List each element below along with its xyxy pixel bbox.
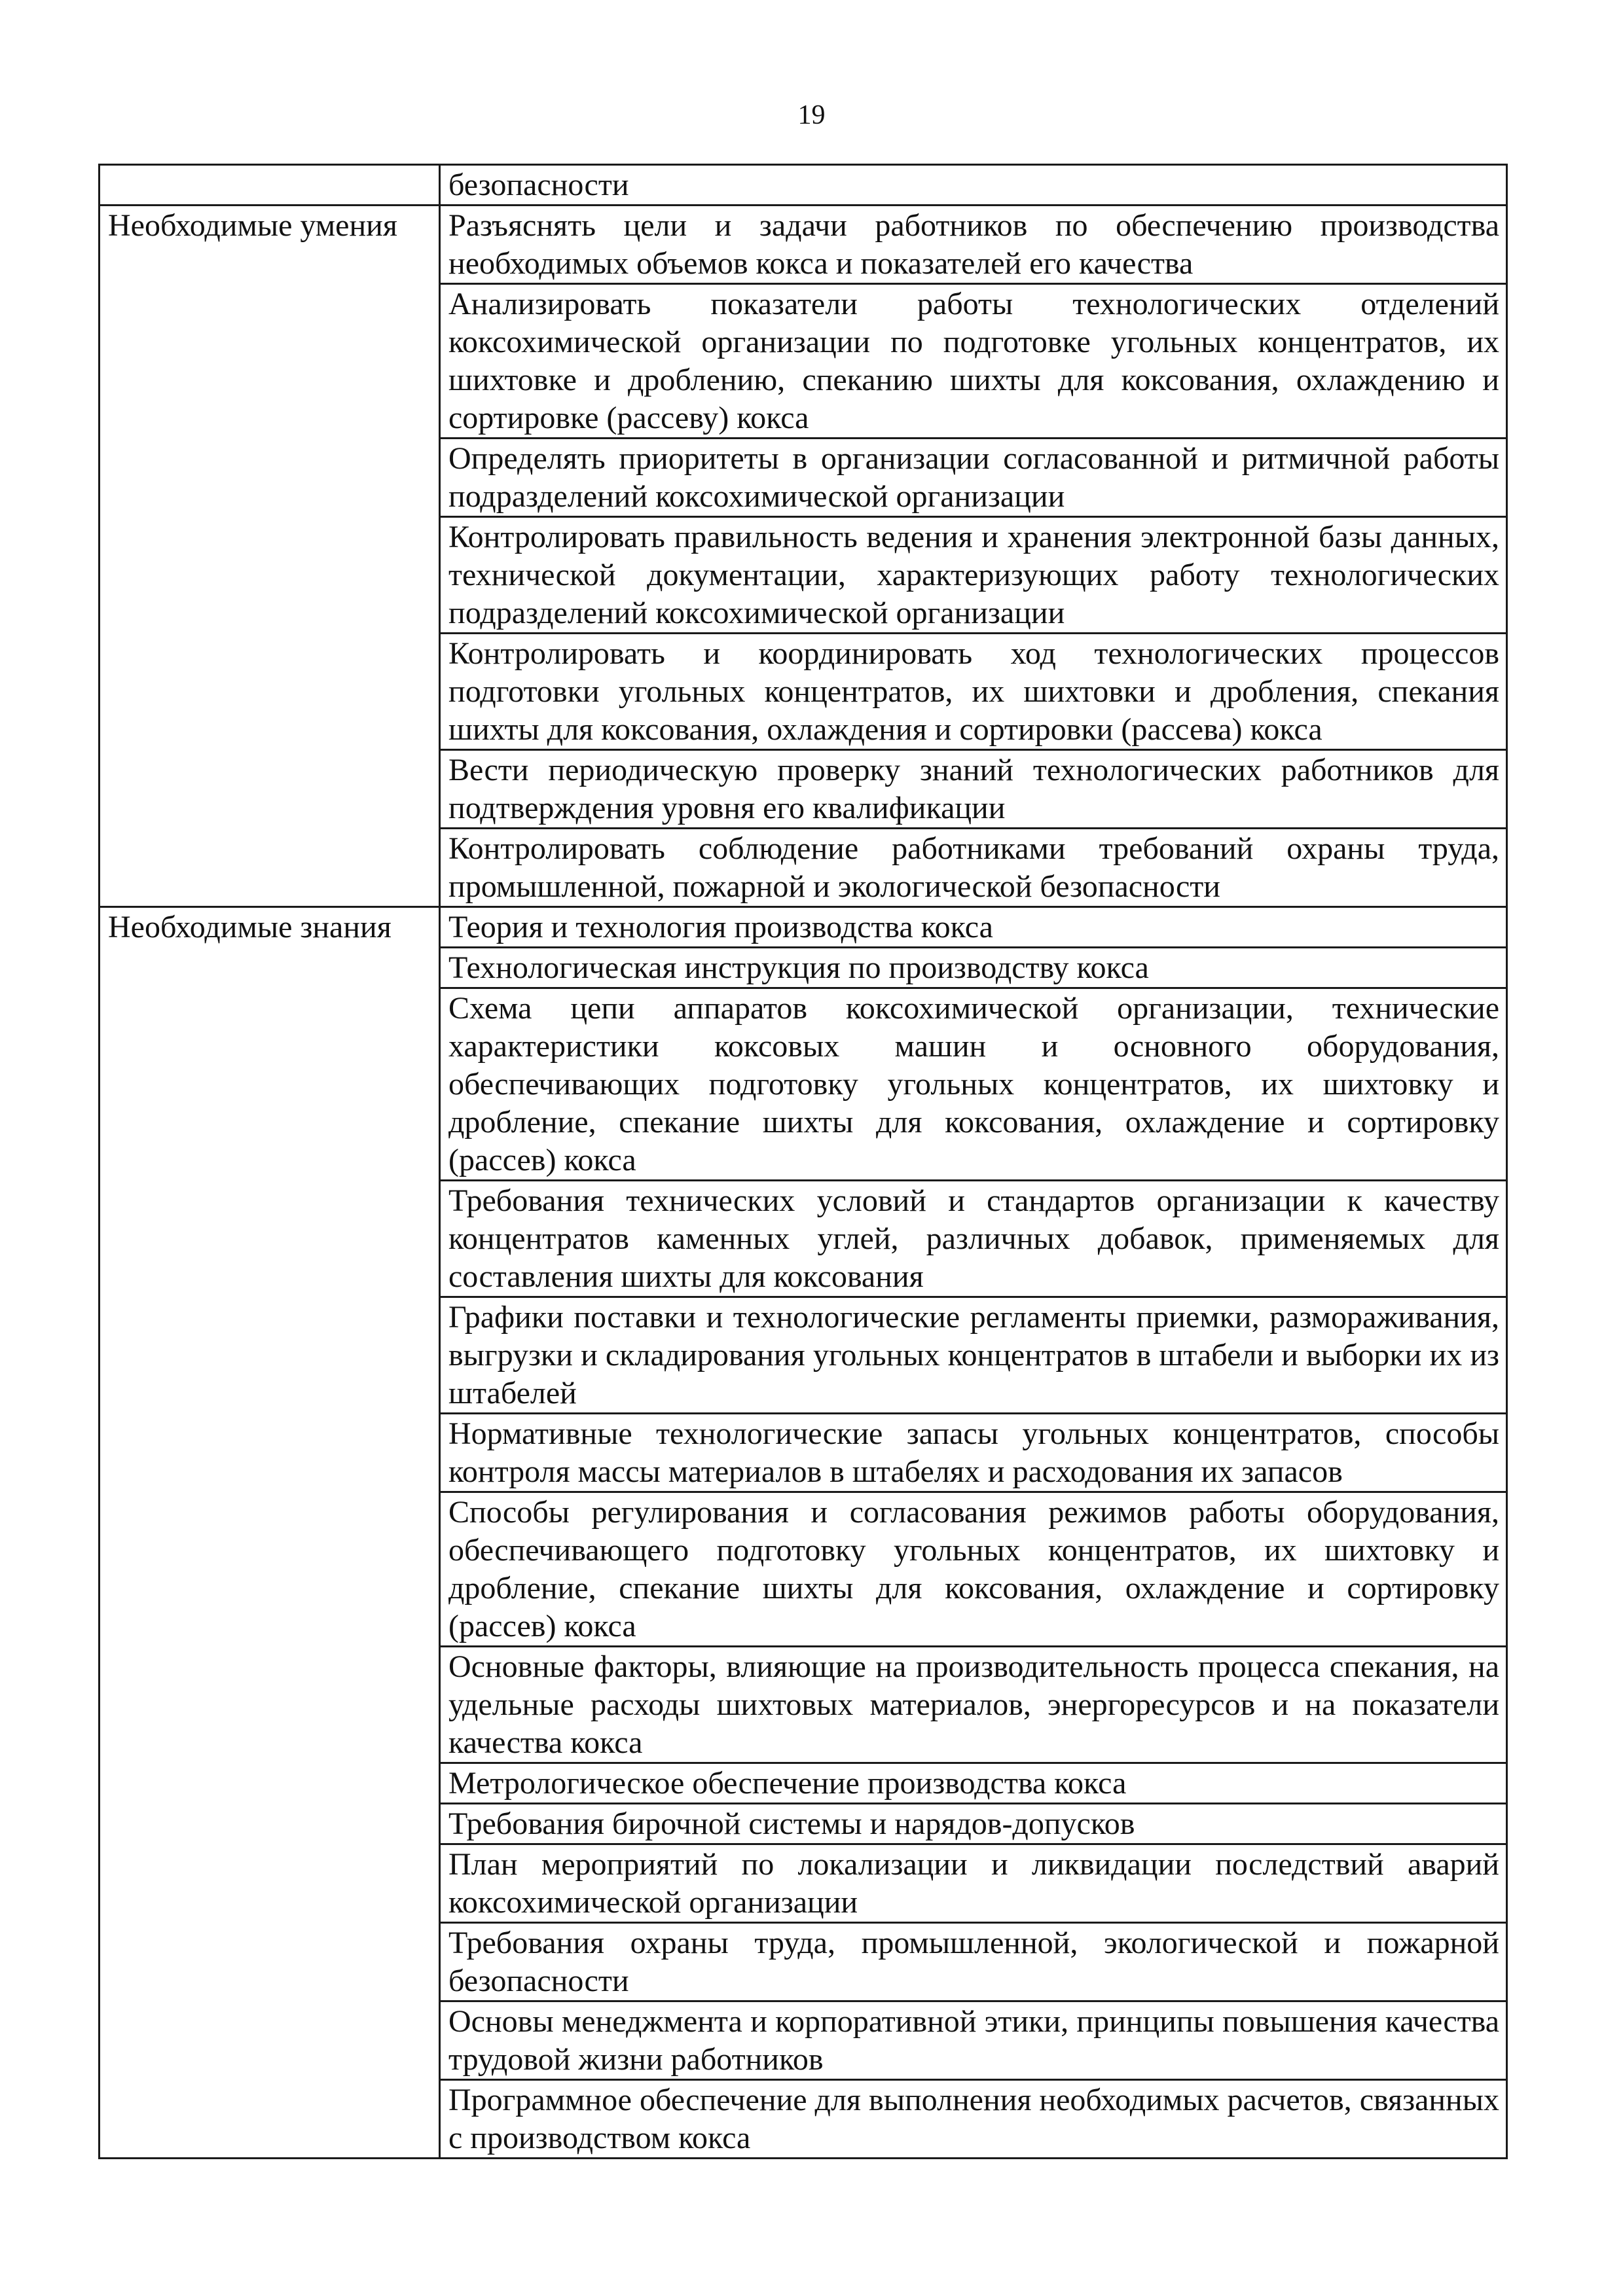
table-cell: Разъяснять цели и задачи работников по обеспечению производства необходимых объемов кокса и показателей его качества: [440, 206, 1507, 284]
table-row: [100, 907, 1507, 948]
table-cell: Контролировать соблюдение работниками требований охраны труда, промышленной, пожарной и экологической безопасности: [440, 829, 1507, 907]
table-cell: Анализировать показатели работы технологических отделений коксохимической организации по подготовке угольных концентратов, их шихтовке и дроблению, спеканию шихты для коксования, охлаждению и сортировке (рассеву) кокса: [440, 284, 1507, 439]
table-cell: Контролировать правильность ведения и хранения электронной базы данных, технической документации, характеризующих работу технологических подразделений коксохимической организации: [440, 517, 1507, 634]
continuation-text: безопасности: [440, 165, 1507, 206]
table-cell: Контролировать и координировать ход технологических процессов подготовки угольных концентратов, их шихтовки и дробления, спекания шихты для коксования, охлаждения и сортировки (рассева) кокса: [440, 634, 1507, 750]
table-cell: Требования бирочной системы и нарядов-допусков: [440, 1804, 1507, 1844]
table-cell: Метрологическое обеспечение производства кокса: [440, 1763, 1507, 1804]
table-cell: Нормативные технологические запасы угольных концентратов, способы контроля массы материалов в штабелях и расходования их запасов: [440, 1414, 1507, 1492]
table-cell: Требования охраны труда, промышленной, экологической и пожарной безопасности: [440, 1923, 1507, 2001]
table-row: [100, 206, 1507, 284]
table-cell: Вести периодическую проверку знаний технологических работников для подтверждения уровня его квалификации: [440, 750, 1507, 829]
table-cell: Основы менеджмента и корпоративной этики, принципы повышения качества трудовой жизни работников: [440, 2001, 1507, 2080]
continuation-label-cell: [100, 165, 440, 206]
table-cell: Способы регулирования и согласования режимов работы оборудования, обеспечивающего подготовку угольных концентратов, их шихтовку и дробление, спекание шихты для коксования, охлаждение и сортировку (рассев) кокса: [440, 1492, 1507, 1647]
table-cell: План мероприятий по локализации и ликвидации последствий аварий коксохимической организации: [440, 1844, 1507, 1923]
table-body: [100, 165, 1507, 2159]
table-cell: Схема цепи аппаратов коксохимической организации, технические характеристики коксовых машин и основного оборудования, обеспечивающих подготовку угольных концентратов, их шихтовку и дробление, спекание шихты для коксования, охлаждение и сортировку (рассев) кокса: [440, 988, 1507, 1181]
table-cell: Определять приоритеты в организации согласованной и ритмичной работы подразделений коксохимической организации: [440, 439, 1507, 517]
table-cell: Теория и технология производства кокса: [440, 907, 1507, 948]
qualification-table: [98, 164, 1508, 2159]
table-cell: Графики поставки и технологические регламенты приемки, размораживания, выгрузки и складирования угольных концентратов в штабели и выборки их из штабелей: [440, 1297, 1507, 1414]
table-cell: Программное обеспечение для выполнения необходимых расчетов, связанных с производством кокса: [440, 2080, 1507, 2159]
page-number: 19: [797, 100, 826, 130]
group-label: Необходимые знания: [100, 907, 440, 2159]
table-cell: Технологическая инструкция по производству кокса: [440, 948, 1507, 988]
table-cell: Основные факторы, влияющие на производительность процесса спекания, на удельные расходы шихтовых материалов, энергоресурсов и на показатели качества кокса: [440, 1647, 1507, 1763]
table-cell: Требования технических условий и стандартов организации к качеству концентратов каменных углей, различных добавок, применяемых для составления шихты для коксования: [440, 1181, 1507, 1297]
continuation-row: [100, 165, 1507, 206]
group-label: Необходимые умения: [100, 206, 440, 907]
